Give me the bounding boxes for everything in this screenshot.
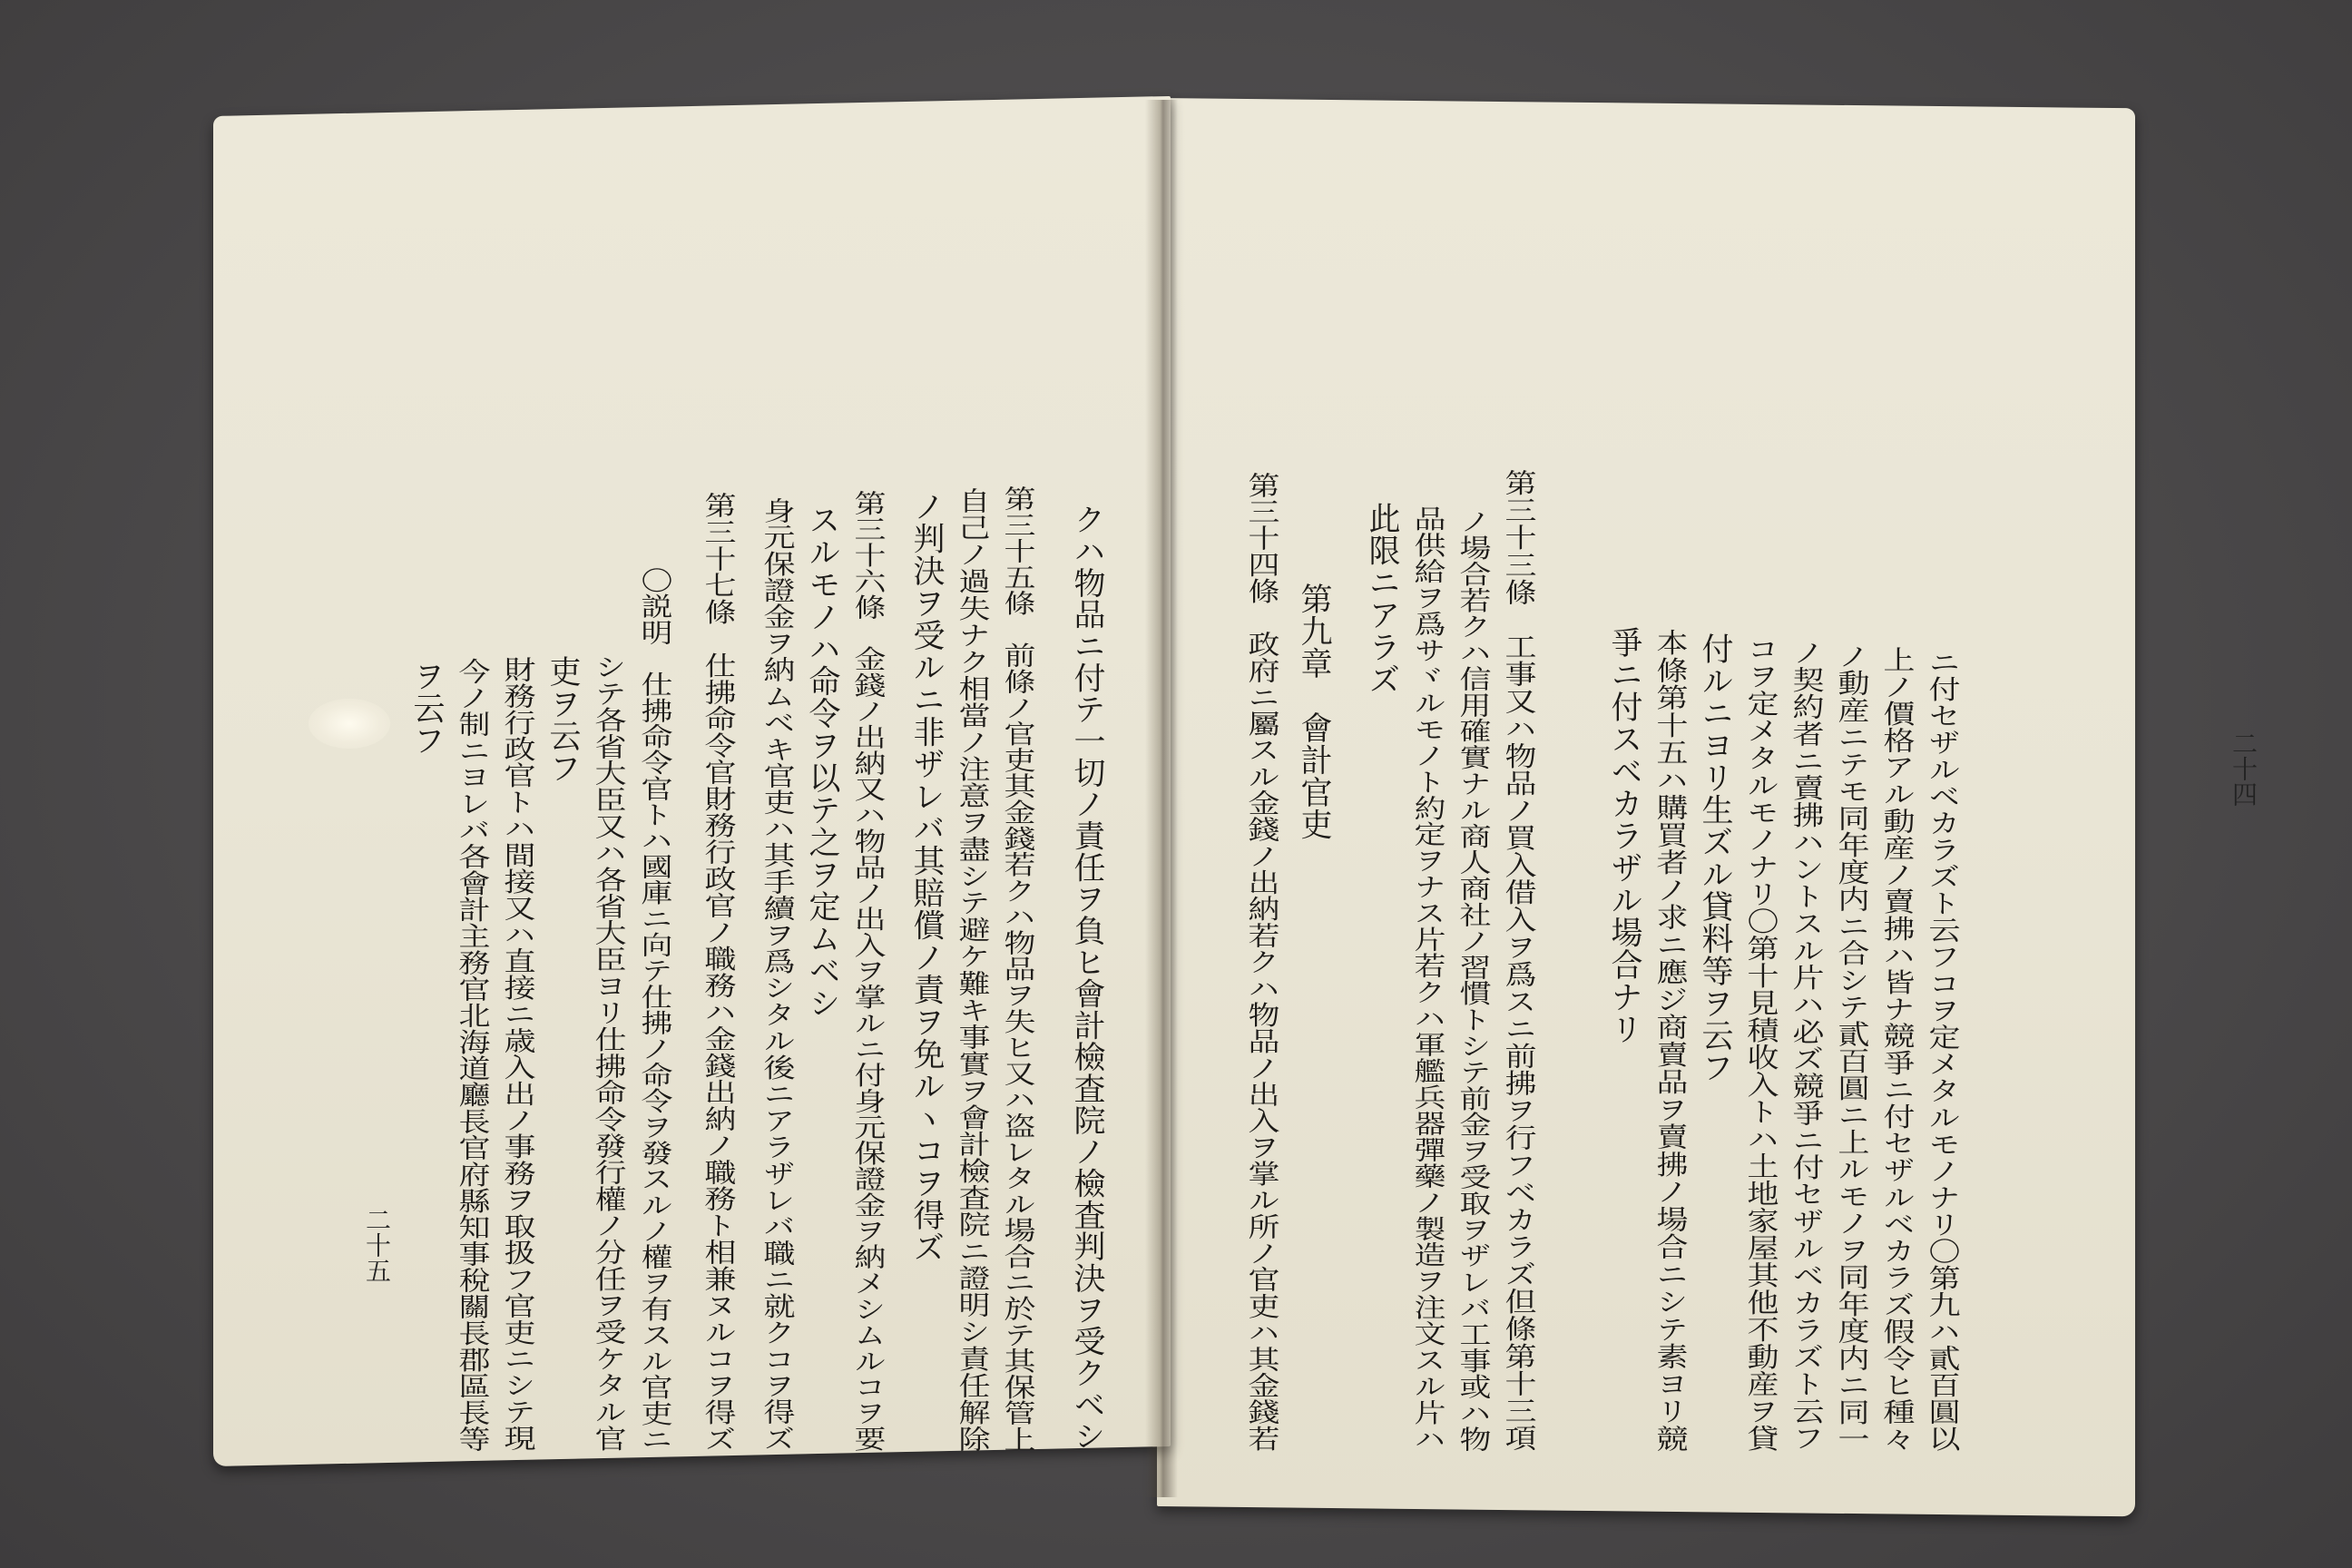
- text-column: 自己ノ過失ナク相當ノ注意ヲ盡シテ避ケ難キ事實ヲ會計檢査院ニ證明シ責任解除: [954, 487, 990, 1453]
- text-column: 付ルニヨリ生ズル貸料等ヲ云フ: [1697, 632, 1733, 1083]
- explanation-heading: 〇説明 仕拂命令官トハ國庫ニ向テ仕拂ノ命令ヲ發スルノ權ヲ有スル官吏ニ: [636, 567, 672, 1453]
- text-column: ノ判決ヲ受ルニ非ザレバ其賠償ノ責ヲ免ルヽコヲ得ズ: [908, 490, 945, 1263]
- text-column: コヲ定メタルモノナリ〇第十見積收入トハ土地家屋其他不動産ヲ貸: [1742, 635, 1779, 1452]
- text-column: クハ物品ニ付テ一切ノ責任ヲ負ヒ會計檢査院ノ檢査判決ヲ受クベシ: [1069, 504, 1105, 1452]
- text-column: 品供給ヲ爲サヾルモノト約定ヲナス片若クハ軍艦兵器彈藥ノ製造ヲ注文スル片ハ: [1409, 505, 1446, 1452]
- chapter-9-heading: 第九章 會計官吏: [1296, 583, 1332, 840]
- text-column: シテ各省大臣又ハ各省大臣ヨリ仕拂命令發行權ノ分任ヲ受ケタル官: [590, 653, 626, 1452]
- page-number-right: 二十四: [2229, 730, 2259, 807]
- text-column: ノ動産ニテモ同年度内ニ合シテ貳百圓ニ上ルモノヲ同年度内ニ同一: [1833, 642, 1869, 1453]
- text-column: 吏ヲ云フ: [544, 655, 581, 784]
- text-column: 財務行政官トハ間接又ハ直接ニ歳入出ノ事務ヲ取扱フ官吏ニシテ現: [499, 656, 535, 1452]
- text-column: ノ契約者ニ賣拂ハントスル片ハ必ズ競爭ニ付セザルベカラズト云フ: [1788, 639, 1824, 1452]
- text-column: スルモノハ命令ヲ以テ之ヲ定ムベシ: [804, 504, 840, 1019]
- paper-stain: [309, 699, 390, 749]
- text-column: ニ付セザルベカラズト云フコヲ定メタルモノナリ〇第九ハ貳百圓以: [1924, 649, 1960, 1453]
- text-column: 上ノ價格アル動産ノ賣拂ハ皆ナ競爭ニ付セザルベカラズ假令ヒ種々: [1878, 646, 1915, 1453]
- article-33-heading: 第三十三條 工事又ハ物品ノ買入借入ヲ爲スニ前拂ヲ行フベカラズ但條第十三項: [1500, 469, 1536, 1452]
- text-column: 此限ニアラズ: [1364, 502, 1400, 695]
- text-column: 身元保證金ヲ納ムベキ官吏ハ其手續ヲ爲シタル後ニアラザレバ職ニ就クコヲ得ズ: [759, 497, 795, 1452]
- article-34-heading: 第三十四條 政府ニ屬スル金錢ノ出納若クハ物品ノ出入ヲ掌ル所ノ官吏ハ其金錢若: [1243, 472, 1279, 1452]
- book-gutter: [1145, 100, 1178, 1497]
- text-column: 今ノ制ニヨレバ各會計主務官北海道廳長官府縣知事稅關長郡區長等: [454, 658, 490, 1453]
- text-column: 爭ニ付スベカラザル場合ナリ: [1606, 626, 1642, 1045]
- text-column: ヲ云フ: [408, 660, 445, 757]
- page-number-left: 二十五: [362, 1207, 392, 1283]
- article-36-heading: 第三十六條 金錢ノ出納又ハ物品ノ出入ヲ掌ルニ付身元保證金ヲ納メシムルコヲ要: [849, 490, 886, 1452]
- article-37-heading: 第三十七條 仕拂命令官財務行政官ノ職務ハ金錢出納ノ職務ト相兼ヌルコヲ得ズ: [700, 492, 736, 1453]
- article-35-heading: 第三十五條 前條ノ官吏其金錢若クハ物品ヲ失ヒ又ハ盗レタル場合ニ於テ其保管上: [999, 485, 1035, 1453]
- text-column: 本條第十五ハ購買者ノ求ニ應ジ商賣品ヲ賣拂ノ場合ニシテ素ヨリ競: [1651, 629, 1688, 1453]
- text-column: ノ場合若クハ信用確實ナル商人商社ノ習慣トシテ前金ヲ受取ヲザレバ工事或ハ物: [1455, 508, 1491, 1453]
